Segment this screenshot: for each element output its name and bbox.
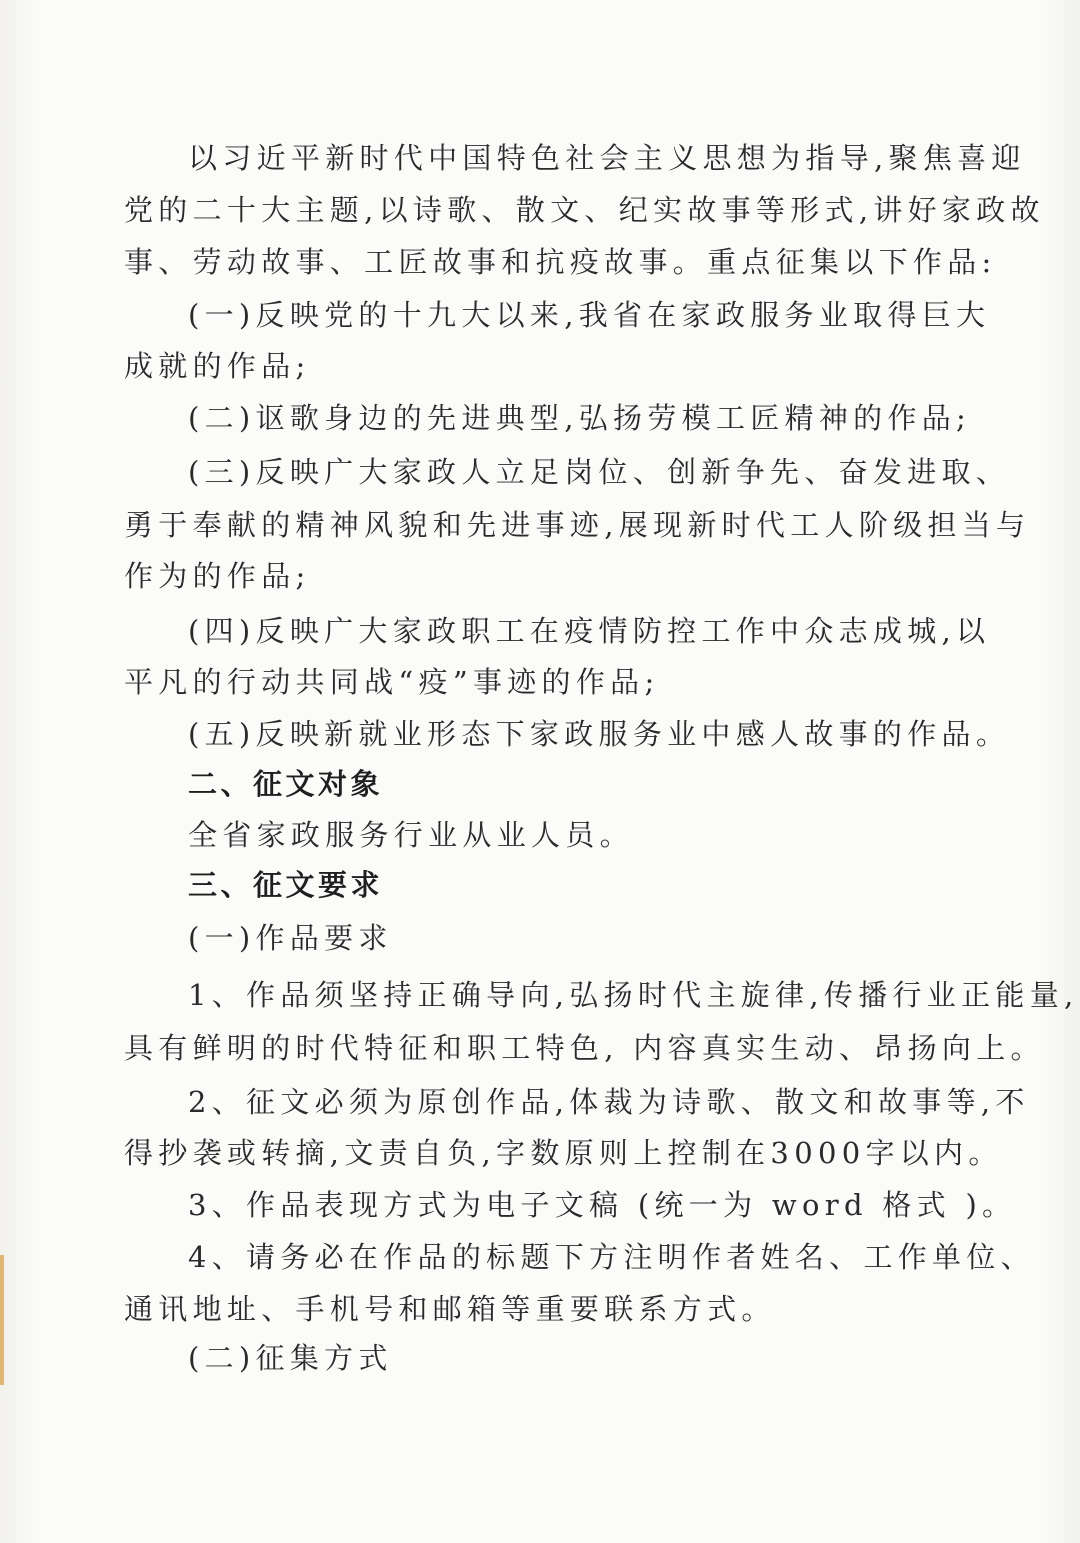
paragraph-line: 以习近平新时代中国特色社会主义思想为指导,聚焦喜迎	[188, 141, 1026, 175]
list-item-line: (二)讴歌身边的先进典型,弘扬劳模工匠精神的作品;	[188, 401, 972, 435]
list-item-line: (三)反映广大家政人立足岗位、创新争先、奋发进取、	[188, 455, 1011, 489]
paragraph-line: 全省家政服务行业从业人员。	[188, 818, 634, 852]
list-item-line: 作为的作品;	[124, 559, 311, 593]
paragraph-line: 通讯地址、手机号和邮箱等重要联系方式。	[124, 1292, 776, 1326]
subsection-heading: (二)征集方式	[188, 1341, 393, 1375]
list-item-line: 平凡的行动共同战“疫”事迹的作品;	[124, 665, 660, 699]
paragraph-line: 1、作品须坚持正确导向,弘扬时代主旋律,传播行业正能量,	[188, 978, 1079, 1012]
list-item-line: (五)反映新就业形态下家政服务业中感人故事的作品。	[188, 717, 1011, 751]
paragraph-line: 2、征文必须为原创作品,体裁为诗歌、散文和故事等,不	[188, 1085, 1030, 1119]
list-item-line: (四)反映广大家政职工在疫情防控工作中众志成城,以	[188, 614, 991, 648]
list-item-line: 成就的作品;	[124, 349, 311, 383]
subsection-heading: (一)作品要求	[188, 921, 393, 955]
section-heading: 三、征文要求	[188, 868, 384, 902]
list-item-line: (一)反映党的十九大以来,我省在家政服务业取得巨大	[188, 298, 991, 332]
paragraph-line: 3、作品表现方式为电子文稿 (统一为 word 格式 )。	[188, 1188, 1017, 1222]
section-heading: 二、征文对象	[188, 767, 384, 801]
paragraph-line: 4、请务必在作品的标题下方注明作者姓名、工作单位、	[188, 1240, 1035, 1274]
paragraph-line: 得抄袭或转摘,文责自负,字数原则上控制在3000字以内。	[124, 1136, 1003, 1170]
paragraph-line: 党的二十大主题,以诗歌、散文、纪实故事等形式,讲好家政故	[124, 193, 1045, 227]
paragraph-line: 具有鲜明的时代特征和职工特色, 内容真实生动、昂扬向上。	[124, 1031, 1045, 1065]
paragraph-line: 事、劳动故事、工匠故事和抗疫故事。重点征集以下作品:	[124, 245, 997, 279]
page-edge-mark	[0, 1255, 4, 1385]
list-item-line: 勇于奉献的精神风貌和先进事迹,展现新时代工人阶级担当与	[124, 508, 1031, 542]
